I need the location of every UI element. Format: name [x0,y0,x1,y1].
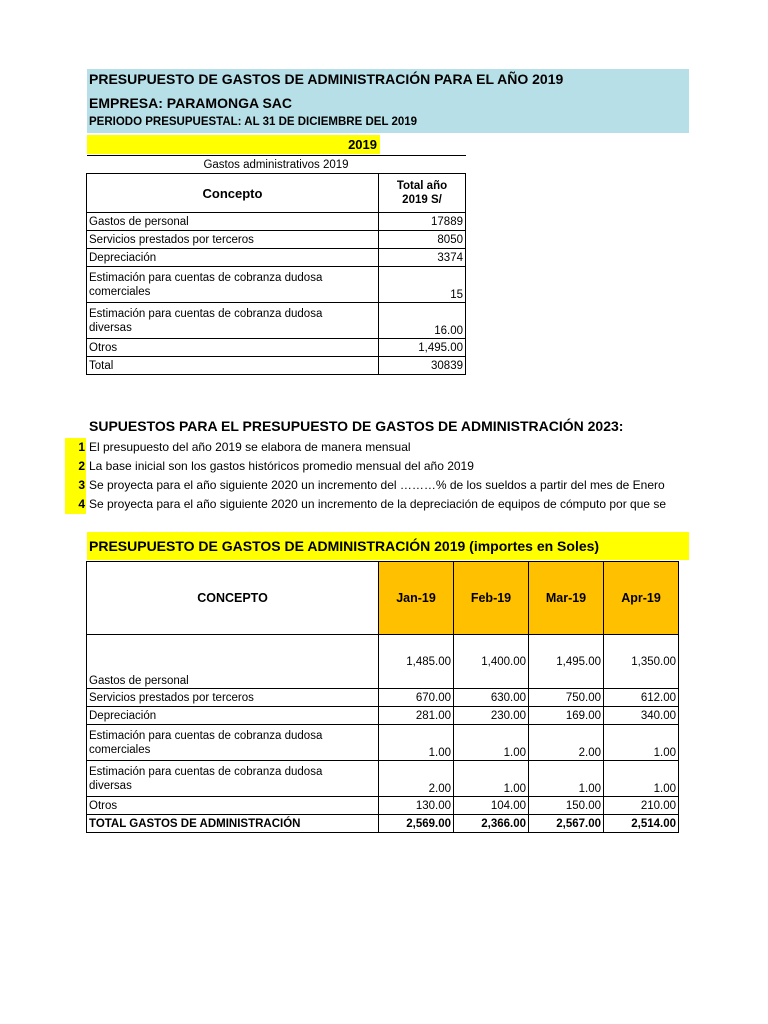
value-cell[interactable]: 1.00 [604,761,679,797]
total-row [87,815,679,833]
value-cell[interactable]: 15 [379,267,466,303]
table-row [87,761,679,797]
value-cell[interactable]: 210.00 [604,797,679,815]
table-row [87,707,679,725]
column-header-month[interactable]: Feb-19 [454,562,529,635]
column-header-month[interactable]: Mar-19 [529,562,604,635]
assumption-number[interactable]: 2 [65,457,86,476]
value-cell[interactable]: 340.00 [604,707,679,725]
concept-cell[interactable]: Otros [87,797,379,815]
value-cell[interactable]: 750.00 [529,689,604,707]
monthly-budget-title[interactable]: PRESUPUESTO DE GASTOS DE ADMINISTRACIÓN 2019 (importes en Soles) [87,532,689,560]
assumption-number[interactable]: 3 [65,476,86,495]
assumption-number[interactable]: 4 [65,495,86,514]
column-header-month[interactable]: Jan-19 [379,562,454,635]
concept-cell[interactable]: Gastos de personal [87,213,379,231]
table-row [87,797,679,815]
value-cell[interactable]: 1,400.00 [454,635,529,689]
table-row [87,231,466,249]
value-cell[interactable]: 1.00 [604,725,679,761]
value-cell[interactable]: 1.00 [529,761,604,797]
concept-cell[interactable]: Gastos de personal [87,635,379,689]
value-cell[interactable]: 2,366.00 [454,815,529,833]
value-cell[interactable]: 670.00 [379,689,454,707]
value-cell[interactable]: 3374 [379,249,466,267]
column-header-total[interactable]: Total año 2019 S/ [379,174,466,213]
column-header-concept[interactable]: Concepto [87,174,379,213]
value-cell[interactable]: 1.00 [454,725,529,761]
company-name: EMPRESA: PARAMONGA SAC [89,95,293,111]
concept-cell[interactable]: Otros [87,339,379,357]
table-row [87,267,466,303]
value-cell[interactable]: 1.00 [379,725,454,761]
concept-cell[interactable]: Total [87,357,379,375]
value-cell[interactable]: 2,569.00 [379,815,454,833]
concept-cell[interactable]: Estimación para cuentas de cobranza dudosa diversas [87,303,379,339]
value-cell[interactable]: 2.00 [529,725,604,761]
assumption-text[interactable]: La base inicial son los gastos históricos promedio mensual del año 2019 [89,459,474,473]
assumption-number[interactable]: 1 [65,438,86,457]
table-row [87,725,679,761]
table-caption[interactable]: Gastos administrativos 2019 [87,156,466,174]
value-cell[interactable]: 17889 [379,213,466,231]
concept-cell[interactable]: Depreciación [87,707,379,725]
value-cell[interactable]: 1,485.00 [379,635,454,689]
year-label[interactable]: 2019 [87,135,380,154]
value-cell[interactable]: 30839 [379,357,466,375]
concept-cell[interactable]: Depreciación [87,249,379,267]
value-cell[interactable]: 150.00 [529,797,604,815]
value-cell[interactable]: 2.00 [379,761,454,797]
concept-cell[interactable]: Servicios prestados por terceros [87,231,379,249]
page-title: PRESUPUESTO DE GASTOS DE ADMINISTRACIÓN PARA EL AÑO 2019 [89,71,564,87]
annual-expenses-table [86,155,466,375]
column-header-month[interactable]: Apr-19 [604,562,679,635]
value-cell[interactable]: 281.00 [379,707,454,725]
assumption-text[interactable]: Se proyecta para el año siguiente 2020 un incremento de la depreciación de equipos de cómputo por que se [89,497,667,511]
table-row [87,689,679,707]
concept-cell[interactable]: Servicios prestados por terceros [87,689,379,707]
column-header-concept[interactable]: CONCEPTO [87,562,379,635]
assumption-text[interactable]: Se proyecta para el año siguiente 2020 un incremento del ………% de los sueldos a partir del mes de Enero [89,478,665,492]
assumption-text[interactable]: El presupuesto del año 2019 se elabora de manera mensual [89,440,411,454]
concept-cell[interactable]: Estimación para cuentas de cobranza dudosa diversas [87,761,379,797]
table-row [87,213,466,231]
value-cell[interactable]: 1,350.00 [604,635,679,689]
table-row [87,635,679,689]
table-row [87,303,466,339]
value-cell[interactable]: 8050 [379,231,466,249]
value-cell[interactable]: 1,495.00 [529,635,604,689]
value-cell[interactable]: 1,495.00 [379,339,466,357]
table-row [87,249,466,267]
value-cell[interactable]: 16.00 [379,303,466,339]
value-cell[interactable]: 612.00 [604,689,679,707]
value-cell[interactable]: 130.00 [379,797,454,815]
budget-period: PERIODO PRESUPUESTAL: AL 31 DE DICIEMBRE DEL 2019 [89,116,418,128]
concept-cell[interactable]: Estimación para cuentas de cobranza dudosa comerciales [87,725,379,761]
concept-cell[interactable]: TOTAL GASTOS DE ADMINISTRACIÓN [87,815,379,833]
value-cell[interactable]: 2,567.00 [529,815,604,833]
assumptions-title: SUPUESTOS PARA EL PRESUPUESTO DE GASTOS DE ADMINISTRACIÓN 2023: [89,418,624,434]
value-cell[interactable]: 1.00 [454,761,529,797]
value-cell[interactable]: 2,514.00 [604,815,679,833]
value-cell[interactable]: 169.00 [529,707,604,725]
monthly-budget-table [86,561,679,833]
value-cell[interactable]: 630.00 [454,689,529,707]
concept-cell[interactable]: Estimación para cuentas de cobranza dudosa comerciales [87,267,379,303]
table-row [87,339,466,357]
total-row [87,357,466,375]
value-cell[interactable]: 230.00 [454,707,529,725]
value-cell[interactable]: 104.00 [454,797,529,815]
